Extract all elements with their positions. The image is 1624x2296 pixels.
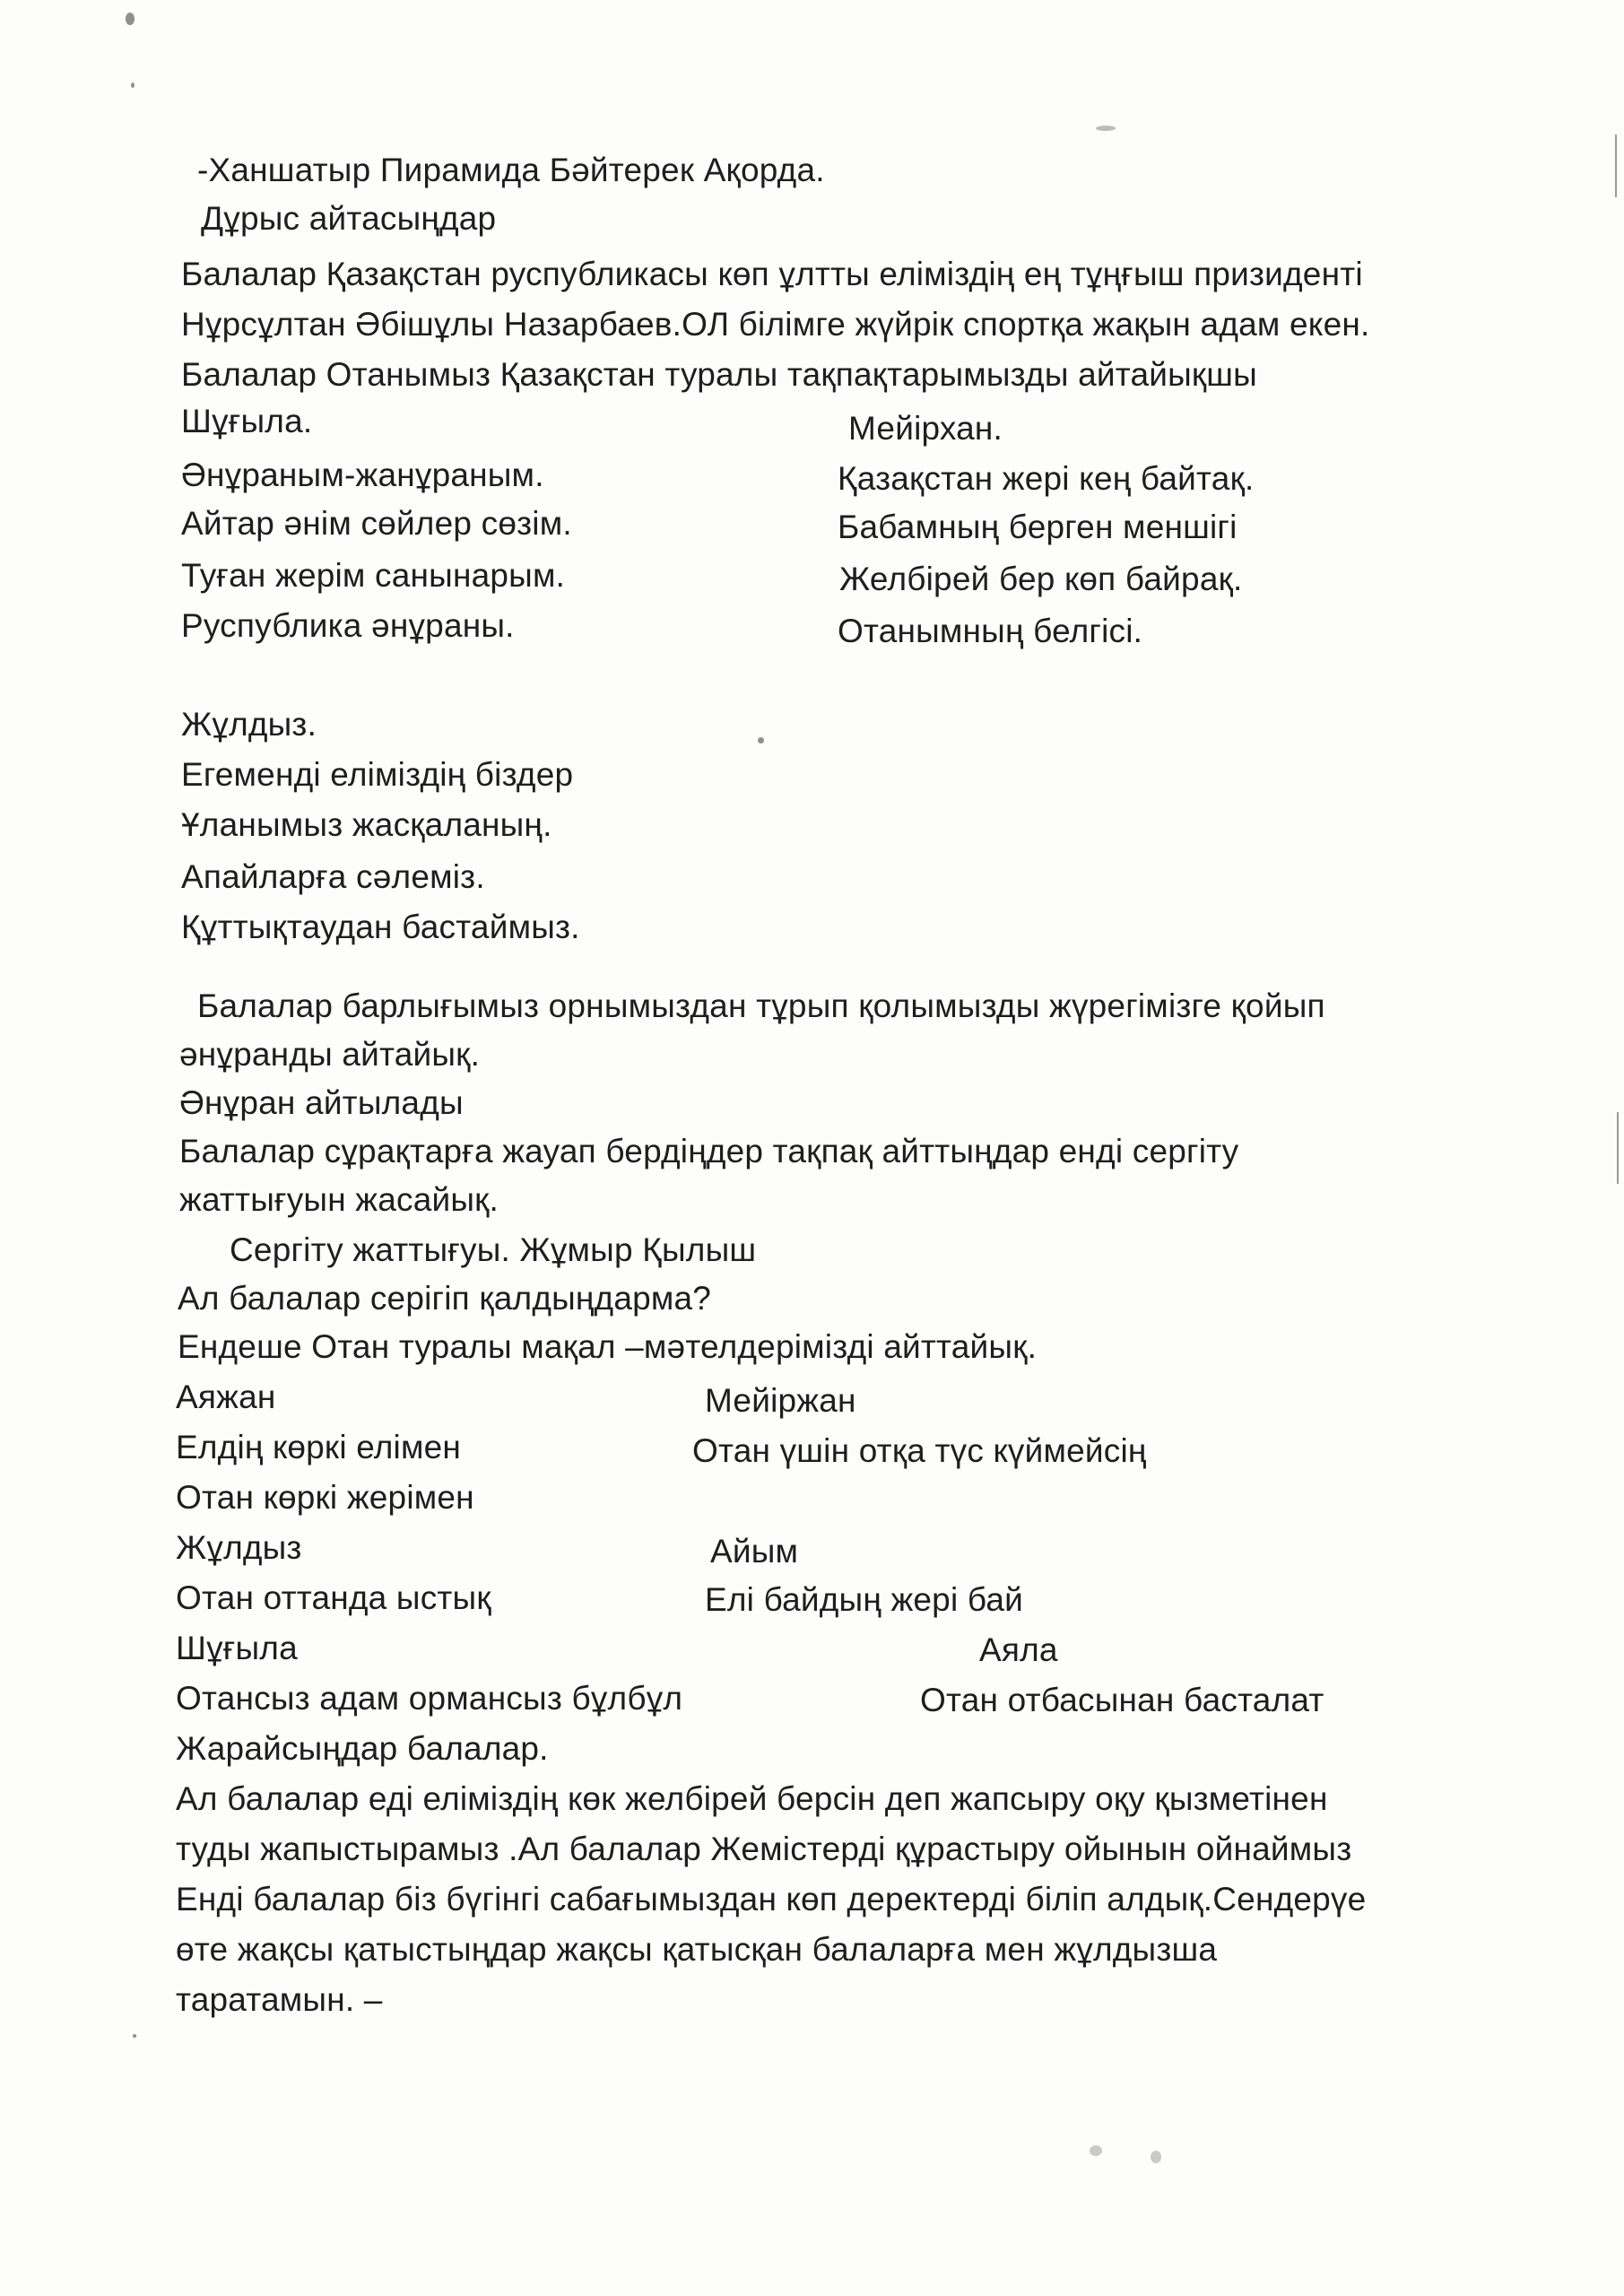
proverb-line: Елі байдың жері бай: [705, 1581, 1024, 1618]
scan-speck: [133, 2034, 136, 2038]
poem-right-author: Мейірхан.: [848, 410, 1003, 447]
poem-left-line: Руспублика әнұраны.: [181, 607, 515, 644]
proverb-line: Отансыз адам ормансыз бұлбұл: [176, 1680, 683, 1717]
scan-speck: [1096, 126, 1116, 131]
poem-line: Егеменді еліміздің біздер: [181, 756, 574, 793]
text-line: Енді балалар біз бүгінгі сабағымыздан көп деректерді біліп алдық.Сендерүе: [176, 1881, 1367, 1918]
text-line: Ал балалар серігіп қалдыңдарма?: [178, 1280, 712, 1317]
text-line: Сергіту жаттығуы. Жұмыр Қылыш: [230, 1231, 757, 1268]
proverb-author: Аяжан: [176, 1378, 276, 1415]
text-line: жаттығуын жасайық.: [179, 1181, 499, 1218]
text-line: Балалар барлығымыз орнымыздан тұрып қолымызды жүрегімізге қойып: [197, 987, 1325, 1024]
poem-left-line: Әнұраным-жанұраным.: [181, 457, 544, 493]
proverb-line: Елдің көркі елімен: [176, 1429, 462, 1465]
text-line: Жарайсыңдар балалар.: [176, 1730, 549, 1767]
text-line: -Ханшатыр Пирамида Бәйтерек Ақорда.: [197, 152, 825, 188]
scan-edge-mark: [1615, 135, 1617, 197]
poem-right-line: Отанымның белгісі.: [838, 613, 1143, 649]
text-line: таратамын. –: [176, 1981, 383, 2018]
text-line: туды жапыстырамыз .Ал балалар Жемістерді құрастыру ойынын ойнаймыз: [176, 1831, 1352, 1867]
proverb-author: Жұлдыз: [176, 1529, 302, 1566]
poem-line: Ұланымыз жасқаланың.: [181, 806, 552, 843]
scan-speck: [126, 13, 135, 25]
proverb-author: Мейіржан: [705, 1382, 856, 1419]
poem-line: Апайларға сәлеміз.: [181, 858, 485, 895]
proverb-line: Отан оттанда ыстық: [176, 1579, 491, 1616]
poem-right-line: Желбірей бер көп байрақ.: [839, 561, 1243, 597]
scan-speck: [758, 737, 764, 744]
text-line: Дұрыс айтасыңдар: [201, 200, 497, 237]
proverb-line: Отан отбасынан басталат: [920, 1682, 1324, 1718]
scan-edge-mark: [1617, 1112, 1619, 1184]
proverb-line: Отан үшін отқа түс күймейсің: [692, 1432, 1147, 1469]
scan-speck: [1090, 2145, 1102, 2156]
poem-right-line: Қазақстан жері кең байтақ.: [838, 460, 1255, 497]
poem-left-line: Айтар әнім сөйлер сөзім.: [181, 505, 572, 542]
text-line: Нұрсұлтан Әбішұлы Назарбаев.ОЛ білімге жүйрік спортқа жақын адам екен.: [181, 306, 1370, 343]
scan-speck: [131, 83, 135, 88]
poem-left-author: Шұғыла.: [181, 403, 313, 439]
poem-line: Құттықтаудан бастаймыз.: [181, 909, 580, 945]
poem-left-line: Туған жерім санынарым.: [181, 557, 566, 594]
text-line: әнұранды айтайық.: [179, 1036, 481, 1073]
proverb-author: Айым: [710, 1533, 799, 1570]
poem-author: Жұлдыз.: [181, 706, 317, 743]
text-line: өте жақсы қатыстыңдар жақсы қатысқан балаларға мен жұлдызша: [176, 1931, 1218, 1968]
text-line: Балалар сұрақтарға жауап бердіңдер тақпақ айттыңдар енді сергіту: [179, 1133, 1239, 1170]
text-line: Балалар Қазақстан руспубликасы көп ұлтты еліміздің ең тұңғыш призиденті: [181, 256, 1363, 292]
proverb-author: Шұғыла: [176, 1630, 298, 1666]
proverb-author: Аяла: [979, 1631, 1058, 1668]
text-line: Балалар Отанымыз Қазақстан туралы тақпақтарымызды айтайықшы: [181, 356, 1257, 393]
scan-speck: [1151, 2151, 1161, 2163]
proverb-line: Отан көркі жерімен: [176, 1479, 474, 1516]
text-line: Ал балалар еді еліміздің көк желбірей берсін деп жапсыру оқу қызметінен: [176, 1780, 1328, 1817]
text-line: Әнұран айтылады: [179, 1084, 464, 1121]
poem-right-line: Бабамның берген меншігі: [838, 509, 1238, 545]
text-line: Ендеше Отан туралы мақал –мәтелдерімізді айттайық.: [178, 1328, 1038, 1365]
